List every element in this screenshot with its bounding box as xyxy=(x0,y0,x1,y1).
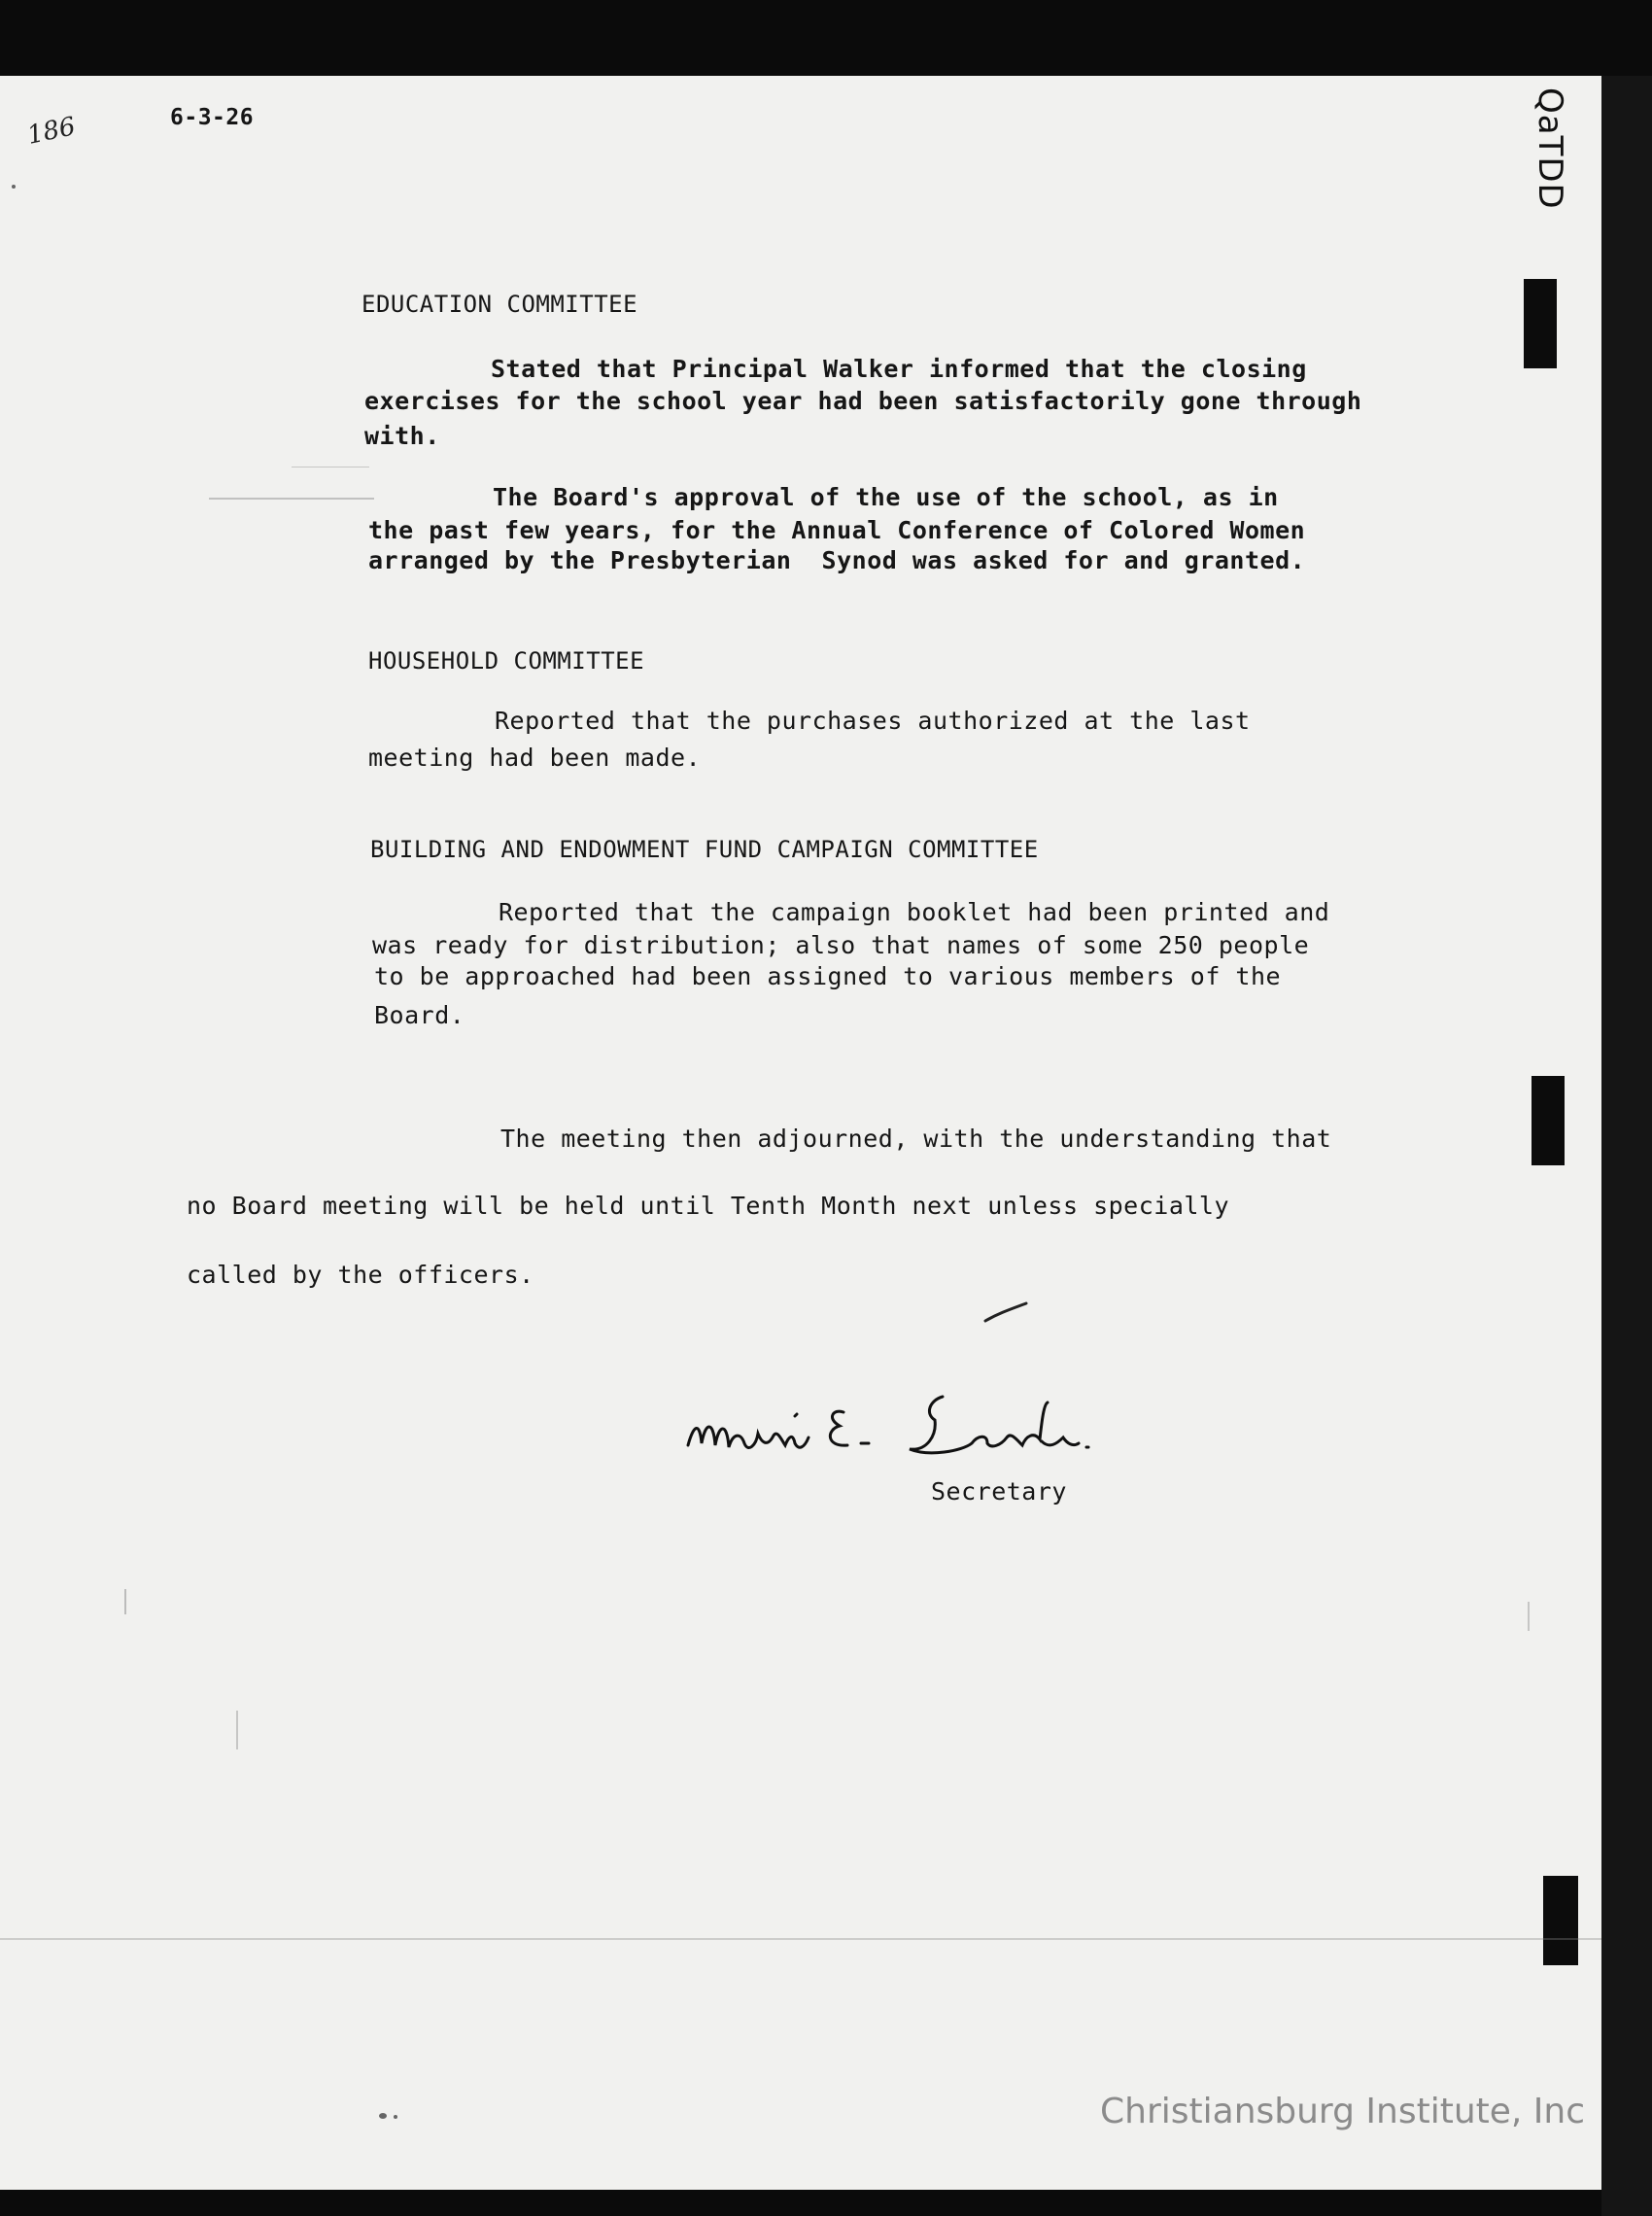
scan-margin xyxy=(1601,76,1652,2216)
secretary-title: Secretary xyxy=(931,1477,1067,1506)
building-line-1: Reported that the campaign booklet had been printed and xyxy=(499,898,1330,926)
pen-stroke xyxy=(981,1298,1030,1327)
building-committee-heading: BUILDING AND ENDOWMENT FUND CAMPAIGN COMMITTEE xyxy=(370,836,1039,863)
scan-artifact xyxy=(394,2115,397,2119)
registration-mark-bottom xyxy=(1543,1876,1578,1965)
scan-artifact xyxy=(0,1938,1601,1940)
building-line-3: to be approached had been assigned to various members of the xyxy=(374,962,1282,990)
closing-line-3: called by the officers. xyxy=(187,1261,534,1289)
approval-line-2: the past few years, for the Annual Conference of Colored Women xyxy=(368,516,1306,544)
education-committee-heading: EDUCATION COMMITTEE xyxy=(361,291,638,318)
building-line-2: was ready for distribution; also that names of some 250 people xyxy=(372,931,1310,959)
household-line-2: meeting had been made. xyxy=(368,744,702,772)
education-line-1: Stated that Principal Walker informed that the closing xyxy=(491,355,1307,383)
registration-mark-middle xyxy=(1532,1076,1565,1165)
document-date: 6-3-26 xyxy=(170,105,255,130)
scan-artifact xyxy=(236,1711,238,1749)
household-line-1: Reported that the purchases authorized at the last xyxy=(495,707,1251,735)
approval-line-3: arranged by the Presbyterian Synod was asked for and granted. xyxy=(368,546,1306,574)
scan-artifact xyxy=(379,2113,387,2119)
handwritten-signature xyxy=(680,1375,1166,1482)
scan-artifact xyxy=(209,498,374,500)
watermark: Christiansburg Institute, Inc xyxy=(1100,2092,1586,2131)
edge-label: QaTDD xyxy=(1531,87,1569,210)
scan-artifact xyxy=(124,1589,126,1614)
scan-artifact xyxy=(12,185,16,189)
household-committee-heading: HOUSEHOLD COMMITTEE xyxy=(368,647,645,675)
education-line-3: with. xyxy=(364,422,440,450)
building-line-4: Board. xyxy=(374,1001,465,1029)
registration-mark-top xyxy=(1524,279,1557,368)
approval-line-1: The Board's approval of the use of the school, as in xyxy=(493,483,1279,511)
closing-line-1: The meeting then adjourned, with the understanding that xyxy=(500,1125,1332,1153)
closing-line-2: no Board meeting will be held until Tenth Month next unless specially xyxy=(187,1192,1230,1220)
handwritten-page-number: 186 xyxy=(24,112,79,151)
scan-artifact xyxy=(1528,1602,1530,1631)
education-line-2: exercises for the school year had been satisfactorily gone through xyxy=(364,387,1362,415)
